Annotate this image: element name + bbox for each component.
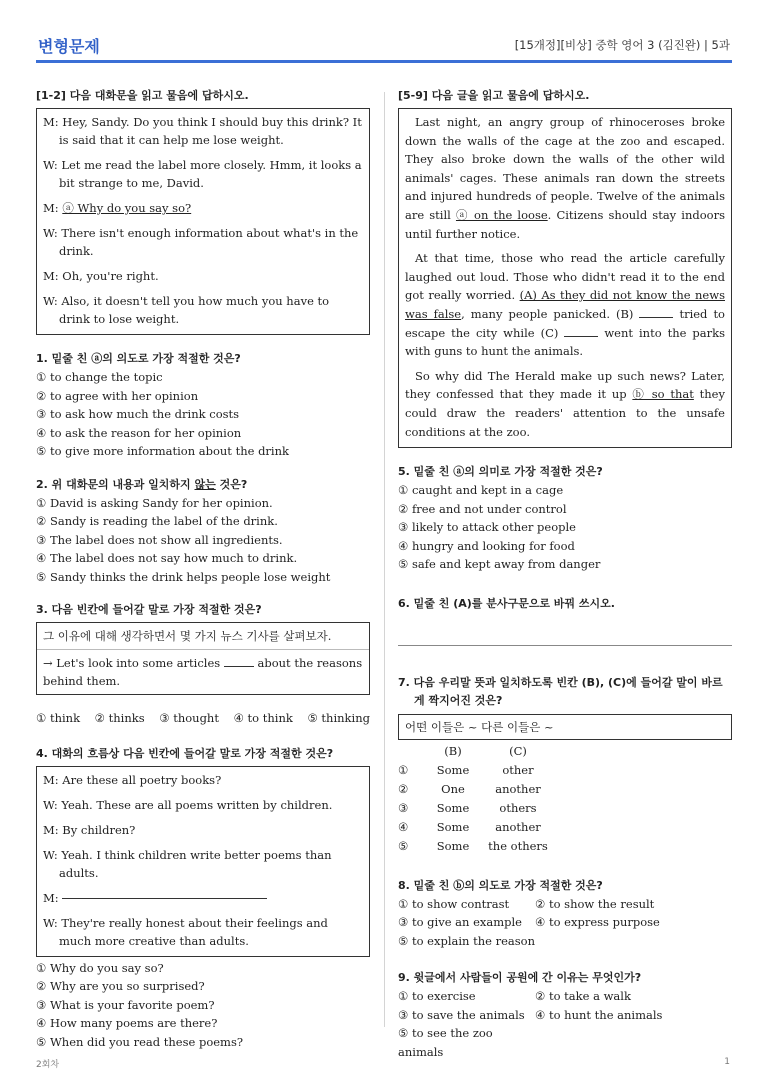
option[interactable]: ① to exercise (398, 989, 476, 1004)
col-header-c: (C) (509, 743, 527, 758)
option[interactable]: ② to show the result (535, 896, 655, 911)
underlined-b: ⓑ so that (632, 387, 694, 402)
option[interactable]: ① think (36, 711, 81, 725)
q3-heading: 3. 다음 빈칸에 들어갈 말로 가장 적절한 것은? (36, 603, 262, 616)
right-column (398, 88, 732, 1061)
option-b: Some (436, 838, 470, 853)
option[interactable]: ① to show contrast (398, 896, 510, 911)
p2-text: At that time, those who read the article carefully laughed out loud. Those who didn't read it to the end got really worried. (405, 251, 725, 303)
option[interactable]: ④ to ask the reason for her opinion (36, 425, 242, 440)
dialog-line: M: By children? (43, 822, 136, 837)
q2-options (36, 494, 370, 587)
option[interactable]: ② Why are you so surprised? (36, 979, 205, 993)
p1-tail: . Citizens should stay indoors until further notice. (405, 207, 725, 241)
option[interactable]: ② Sandy is reading the label of the drink. (36, 514, 278, 528)
option[interactable]: ⑤ to explain the reason (398, 933, 535, 948)
table-row[interactable] (398, 837, 558, 856)
q3-box (36, 622, 370, 695)
option[interactable]: ② to agree with her opinion (36, 388, 199, 403)
option[interactable]: ① Why do you say so? (36, 960, 164, 975)
option[interactable]: ① David is asking Sandy for her opinion. (36, 495, 273, 510)
option[interactable]: ③ thought (159, 711, 219, 725)
passage-paragraph (405, 367, 725, 441)
col-header-b: (B) (444, 743, 462, 758)
column-divider (384, 92, 385, 1027)
q7-options-table (398, 742, 558, 856)
option[interactable]: ④ to hunt the animals (535, 1007, 663, 1022)
q1-2-dialog-box (36, 108, 370, 335)
q2-heading-underline: 않는 (194, 477, 216, 491)
passage-paragraph (405, 113, 725, 243)
underlined-a: ⓐ Why do you say so? (62, 201, 192, 215)
option[interactable]: ⑤ to see the zoo animals (398, 1026, 493, 1059)
dialog-line: M: Are these all poetry books? (43, 772, 222, 787)
q9-heading: 9. 윗글에서 사람들이 공원에 간 이유는 무엇인가? (398, 971, 642, 985)
option[interactable]: ⑤ thinking (307, 711, 370, 725)
option[interactable]: ⑤ When did you read these poems? (36, 1034, 244, 1049)
q3-english (43, 654, 363, 690)
p2-mid2: tried to escape the city while (C) (405, 306, 725, 340)
blank-B (639, 317, 673, 318)
option[interactable]: ⑤ Sandy thinks the drink helps people lose weight (36, 569, 331, 584)
p3-tail: they could draw the readers' attention to the unsafe conditions at the zoo. (405, 387, 725, 439)
option[interactable]: ④ How many poems are there? (36, 1016, 218, 1030)
q3-options (36, 709, 370, 728)
option-b: Some (436, 762, 470, 777)
q2-heading-tail: 것은? (215, 477, 248, 491)
page-title: 변형문제 (38, 37, 100, 56)
option[interactable]: ③ What is your favorite poem? (36, 997, 215, 1012)
q5-options (398, 481, 732, 574)
table-row[interactable] (398, 761, 558, 780)
table-row[interactable] (398, 780, 558, 799)
q4-options (36, 959, 370, 1052)
option-b: Some (436, 800, 470, 815)
option[interactable]: ② thinks (94, 711, 145, 725)
option-c: another (495, 781, 541, 796)
q8-options (398, 895, 732, 951)
option[interactable]: ① to change the topic (36, 370, 163, 384)
option-b: Some (436, 819, 470, 834)
option[interactable]: ④ The label does not say how much to drink. (36, 551, 298, 565)
q2-heading-text: 2. 위 대화문의 내용과 일치하지 (36, 477, 195, 491)
footer-round: 2회차 (36, 1060, 60, 1070)
option[interactable]: ③ to ask how much the drink costs (36, 407, 240, 421)
p2-mid: , many people panicked. (B) (461, 306, 640, 321)
option-number: ④ (398, 819, 409, 834)
left-column (36, 88, 370, 1051)
q3-blank (224, 666, 254, 667)
q5-heading: 5. 밑줄 친 ⓐ의 의미로 가장 적절한 것은? (398, 465, 603, 479)
option[interactable]: ② free and not under control (398, 501, 567, 516)
dialog-line: M: Hey, Sandy. Do you think I should buy this drink? It is said that it can help me lose weight. (43, 115, 362, 147)
underlined-a: ⓐ on the loose (455, 207, 548, 222)
course-info: [15개정][비상] 중학 영어 3 (김진완) | 5과 (514, 38, 730, 52)
dialog-line: M: Oh, you're right. (43, 269, 159, 283)
dialog-line: W: Also, it doesn't tell you how much you have to drink to lose weight. (43, 294, 330, 326)
option[interactable]: ③ The label does not show all ingredients. (36, 532, 283, 547)
option-number: ① (398, 762, 409, 777)
p1-text: Last night, an angry group of rhinoceroses broke down the walls of the cage at the zoo and escaped. They also broke down the walls of the other wild animals' cages. These animals ran down the streets and injured hundreds of people. Twelve of the animals are still (405, 115, 725, 222)
q1-heading: 1. 밑줄 친 ⓐ의 의도로 가장 적절한 것은? (36, 352, 241, 365)
blank-C (564, 336, 598, 337)
q3-english-pre: → Let's look into some articles (43, 656, 221, 670)
q7-korean-box: 어떤 이들은 ~ 다른 이들은 ~ (398, 714, 732, 740)
dialog-line: W: Let me read the label more closely. Hmm, it looks a bit strange to me, David. (43, 158, 362, 190)
dialog-line: W: Yeah. These are all poems written by children. (43, 797, 333, 812)
q5-9-heading: [5-9] 다음 글을 읽고 물음에 답하시오. (398, 89, 590, 102)
q3-korean: 그 이유에 대해 생각하면서 몇 가지 뉴스 기사를 살펴보자. (37, 627, 369, 650)
passage-paragraph (405, 249, 725, 361)
q4-dialog-box (36, 766, 370, 957)
option[interactable]: ④ to express purpose (535, 915, 660, 930)
option[interactable]: ① caught and kept in a cage (398, 483, 564, 498)
underlined-A: (A) As they did not know the news was false (405, 288, 725, 321)
q8-heading: 8. 밑줄 친 ⓑ의 의도로 가장 적절한 것은? (398, 878, 603, 892)
option[interactable]: ④ hungry and looking for food (398, 538, 575, 553)
dialog-line: W: Yeah. I think children write better poems than adults. (43, 847, 332, 880)
option-number: ③ (398, 800, 409, 815)
option-b: One (441, 781, 465, 796)
table-row[interactable] (398, 799, 558, 818)
dialog-line (43, 199, 363, 217)
q3-english-post: about the reasons behind them. (43, 656, 363, 688)
dialog-line: W: They're really honest about their feelings and much more creative than adults. (43, 915, 328, 948)
page-number: 1 (724, 1057, 730, 1067)
option[interactable]: ⑤ safe and kept away from danger (398, 557, 601, 572)
header-rule (36, 60, 732, 63)
dialog-line (43, 889, 363, 907)
dialog-speaker: M: (43, 201, 63, 215)
q6-heading: 6. 밑줄 친 (A)를 분사구문으로 바꿔 쓰시오. (398, 596, 615, 610)
q9-options (398, 987, 732, 1061)
option[interactable]: ④ to think (233, 711, 293, 725)
p2-tail: went into the parks with guns to hunt the animals. (405, 325, 725, 359)
option[interactable]: ⑤ to give more information about the drink (36, 444, 289, 458)
q4-heading: 4. 대화의 흐름상 다음 빈칸에 들어갈 말로 가장 적절한 것은? (36, 746, 334, 760)
option-c: another (495, 819, 541, 834)
q1-options (36, 368, 370, 461)
q7-heading: 7. 다음 우리말 뜻과 일치하도록 빈칸 (B), (C)에 들어갈 말이 바르게 짝지어진 것은? (398, 675, 723, 707)
q4-blank (62, 898, 267, 899)
q5-9-passage-box (398, 108, 732, 448)
dialog-speaker: M: (43, 890, 63, 905)
option-c: other (502, 762, 534, 777)
option-number: ② (398, 781, 409, 796)
dialog-line: W: There isn't enough information about what's in the drink. (43, 226, 359, 258)
option-c: the others (488, 838, 548, 853)
option[interactable]: ② to take a walk (535, 989, 631, 1004)
table-row[interactable] (398, 818, 558, 837)
option[interactable]: ③ to save the animals (398, 1007, 525, 1022)
p3-text: So why did The Herald make up such news? Later, they confessed that they made it up (405, 368, 725, 402)
option[interactable]: ③ to give an example (398, 915, 522, 930)
q6-answer-line[interactable] (398, 644, 732, 646)
option-c: others (499, 800, 537, 815)
option-number: ⑤ (398, 838, 409, 853)
q2-heading (36, 477, 370, 492)
option[interactable]: ③ likely to attack other people (398, 520, 576, 535)
q1-2-heading: [1-2] 다음 대화문을 읽고 물음에 답하시오. (36, 89, 249, 102)
